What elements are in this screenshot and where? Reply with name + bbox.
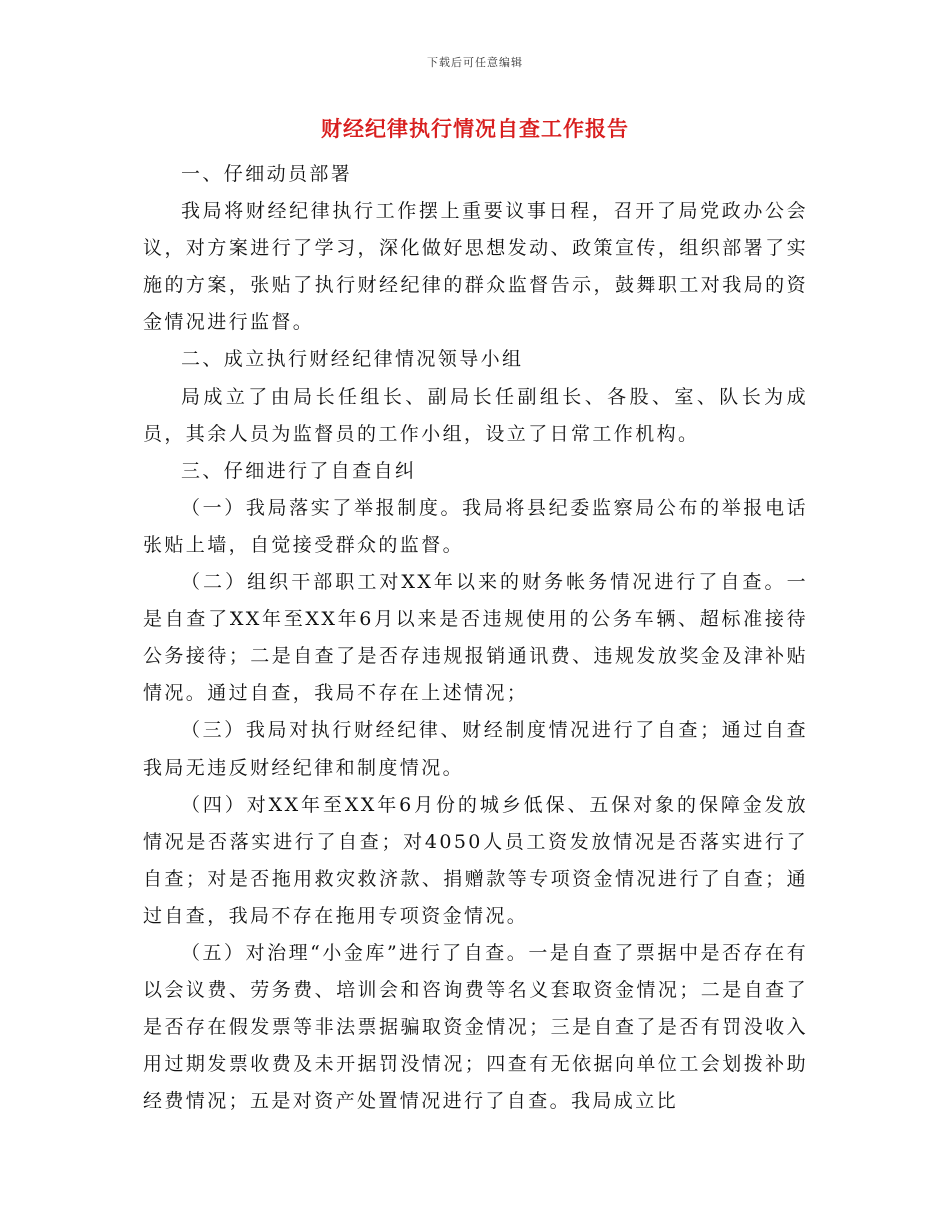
section-heading: 一、仔细动员部署 xyxy=(181,163,353,185)
section-heading: 二、成立执行财经纪律情况领导小组 xyxy=(181,348,524,371)
body-paragraph: （二）组织干部职工对XX年以来的财务帐务情况进行了自查。一是自查了XX年至XX年6月以来是否违规使用的公务车辆、超标准接待公务接待；二是自查了是否存违规报销通讯费、违规发放奖金及津补贴情况。通过自查，我局不存在上述情况； xyxy=(143,571,808,705)
body-paragraph: （一）我局落实了举报制度。我局将县纪委监察局公布的举报电话张贴上墙，自觉接受群众的监督。 xyxy=(143,496,808,556)
header-note: 下载后可任意编辑 xyxy=(427,56,523,69)
document-body xyxy=(143,156,808,1120)
document-title: 财经纪律执行情况自查工作报告 xyxy=(321,116,629,141)
body-paragraph: （四）对XX年至XX年6月份的城乡低保、五保对象的保障金发放情况是否落实进行了自查；对4050人员工资发放情况是否落实进行了自查；对是否拖用救灾救济款、捐赠款等专项资金情况进行了自查；通过自查，我局不存在拖用专项资金情况。 xyxy=(143,793,808,927)
section-heading: 三、仔细进行了自查自纠 xyxy=(181,459,417,482)
body-paragraph: 局成立了由局长任组长、副局长任副组长、各股、室、队长为成员，其余人员为监督员的工作小组，设立了日常工作机构。 xyxy=(143,385,808,445)
body-paragraph: （五）对治理“小金库”进行了自查。一是自查了票据中是否存在有以会议费、劳务费、培训会和咨询费等名义套取资金情况；二是自查了是否存在假发票等非法票据骗取资金情况；三是自查了是否有罚没收入用过期发票收费及未开据罚没情况；四查有无依据向单位工会划拨补助经费情况；五是对资产处置情况进行了自查。我局成立比 xyxy=(143,941,808,1113)
body-paragraph: （三）我局对执行财经纪律、财经制度情况进行了自查；通过自查我局无违反财经纪律和制度情况。 xyxy=(143,719,808,779)
body-paragraph: 我局将财经纪律执行工作摆上重要议事日程，召开了局党政办公会议，对方案进行了学习，深化做好思想发动、政策宣传，组织部署了实施的方案，张贴了执行财经纪律的群众监督告示，鼓舞职工对我局的资金情况进行监督。 xyxy=(143,200,808,334)
